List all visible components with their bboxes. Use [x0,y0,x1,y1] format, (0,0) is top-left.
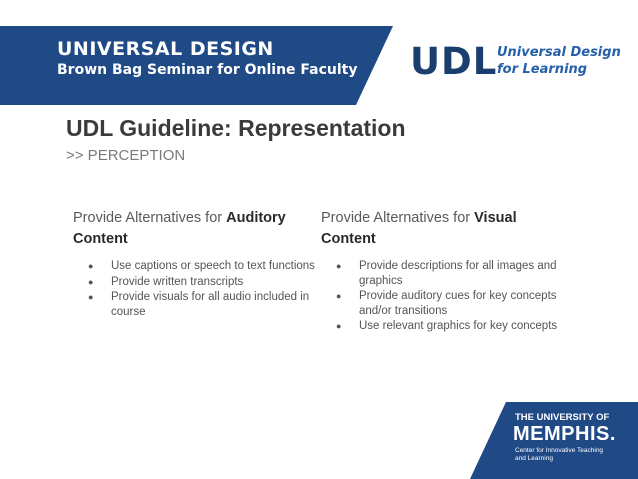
list-item: ● Provide written transcripts [88,275,244,288]
banner-subtitle: Brown Bag Seminar for Online Faculty [57,62,358,78]
auditory-column [73,208,318,320]
page-title: UDL Guideline: Representation [66,115,406,141]
banner-title: UNIVERSAL DESIGN [57,38,274,60]
column-heading: Provide Alternatives for Visual Content [321,210,517,247]
list-item: ● Use captions or speech to text functions [88,260,315,272]
list-item: ● Provide visuals for all audio included in course [88,291,310,318]
page-subtitle: >> PERCEPTION [66,147,186,164]
bullet-list [73,259,318,319]
udl-logo: UDL [410,40,498,83]
list-item: ● Provide descriptions for all images and graphics [336,260,557,287]
column-heading: Provide Alternatives for Auditory Content [73,210,286,247]
list-item: ● Provide auditory cues for key concepts and/or transitions [336,290,557,317]
visual-column [321,208,566,335]
center-label: Center for Innovative Teaching and Learning [515,447,604,462]
bullet-list [321,259,566,334]
udl-logo-sub2: for Learning [497,62,588,77]
university-label: THE UNIVERSITY OF [515,412,610,423]
udl-logo-sub1: Universal Design [497,45,621,60]
memphis-logo: MEMPHIS. [513,423,616,445]
list-item: ● Use relevant graphics for key concepts [336,320,558,333]
